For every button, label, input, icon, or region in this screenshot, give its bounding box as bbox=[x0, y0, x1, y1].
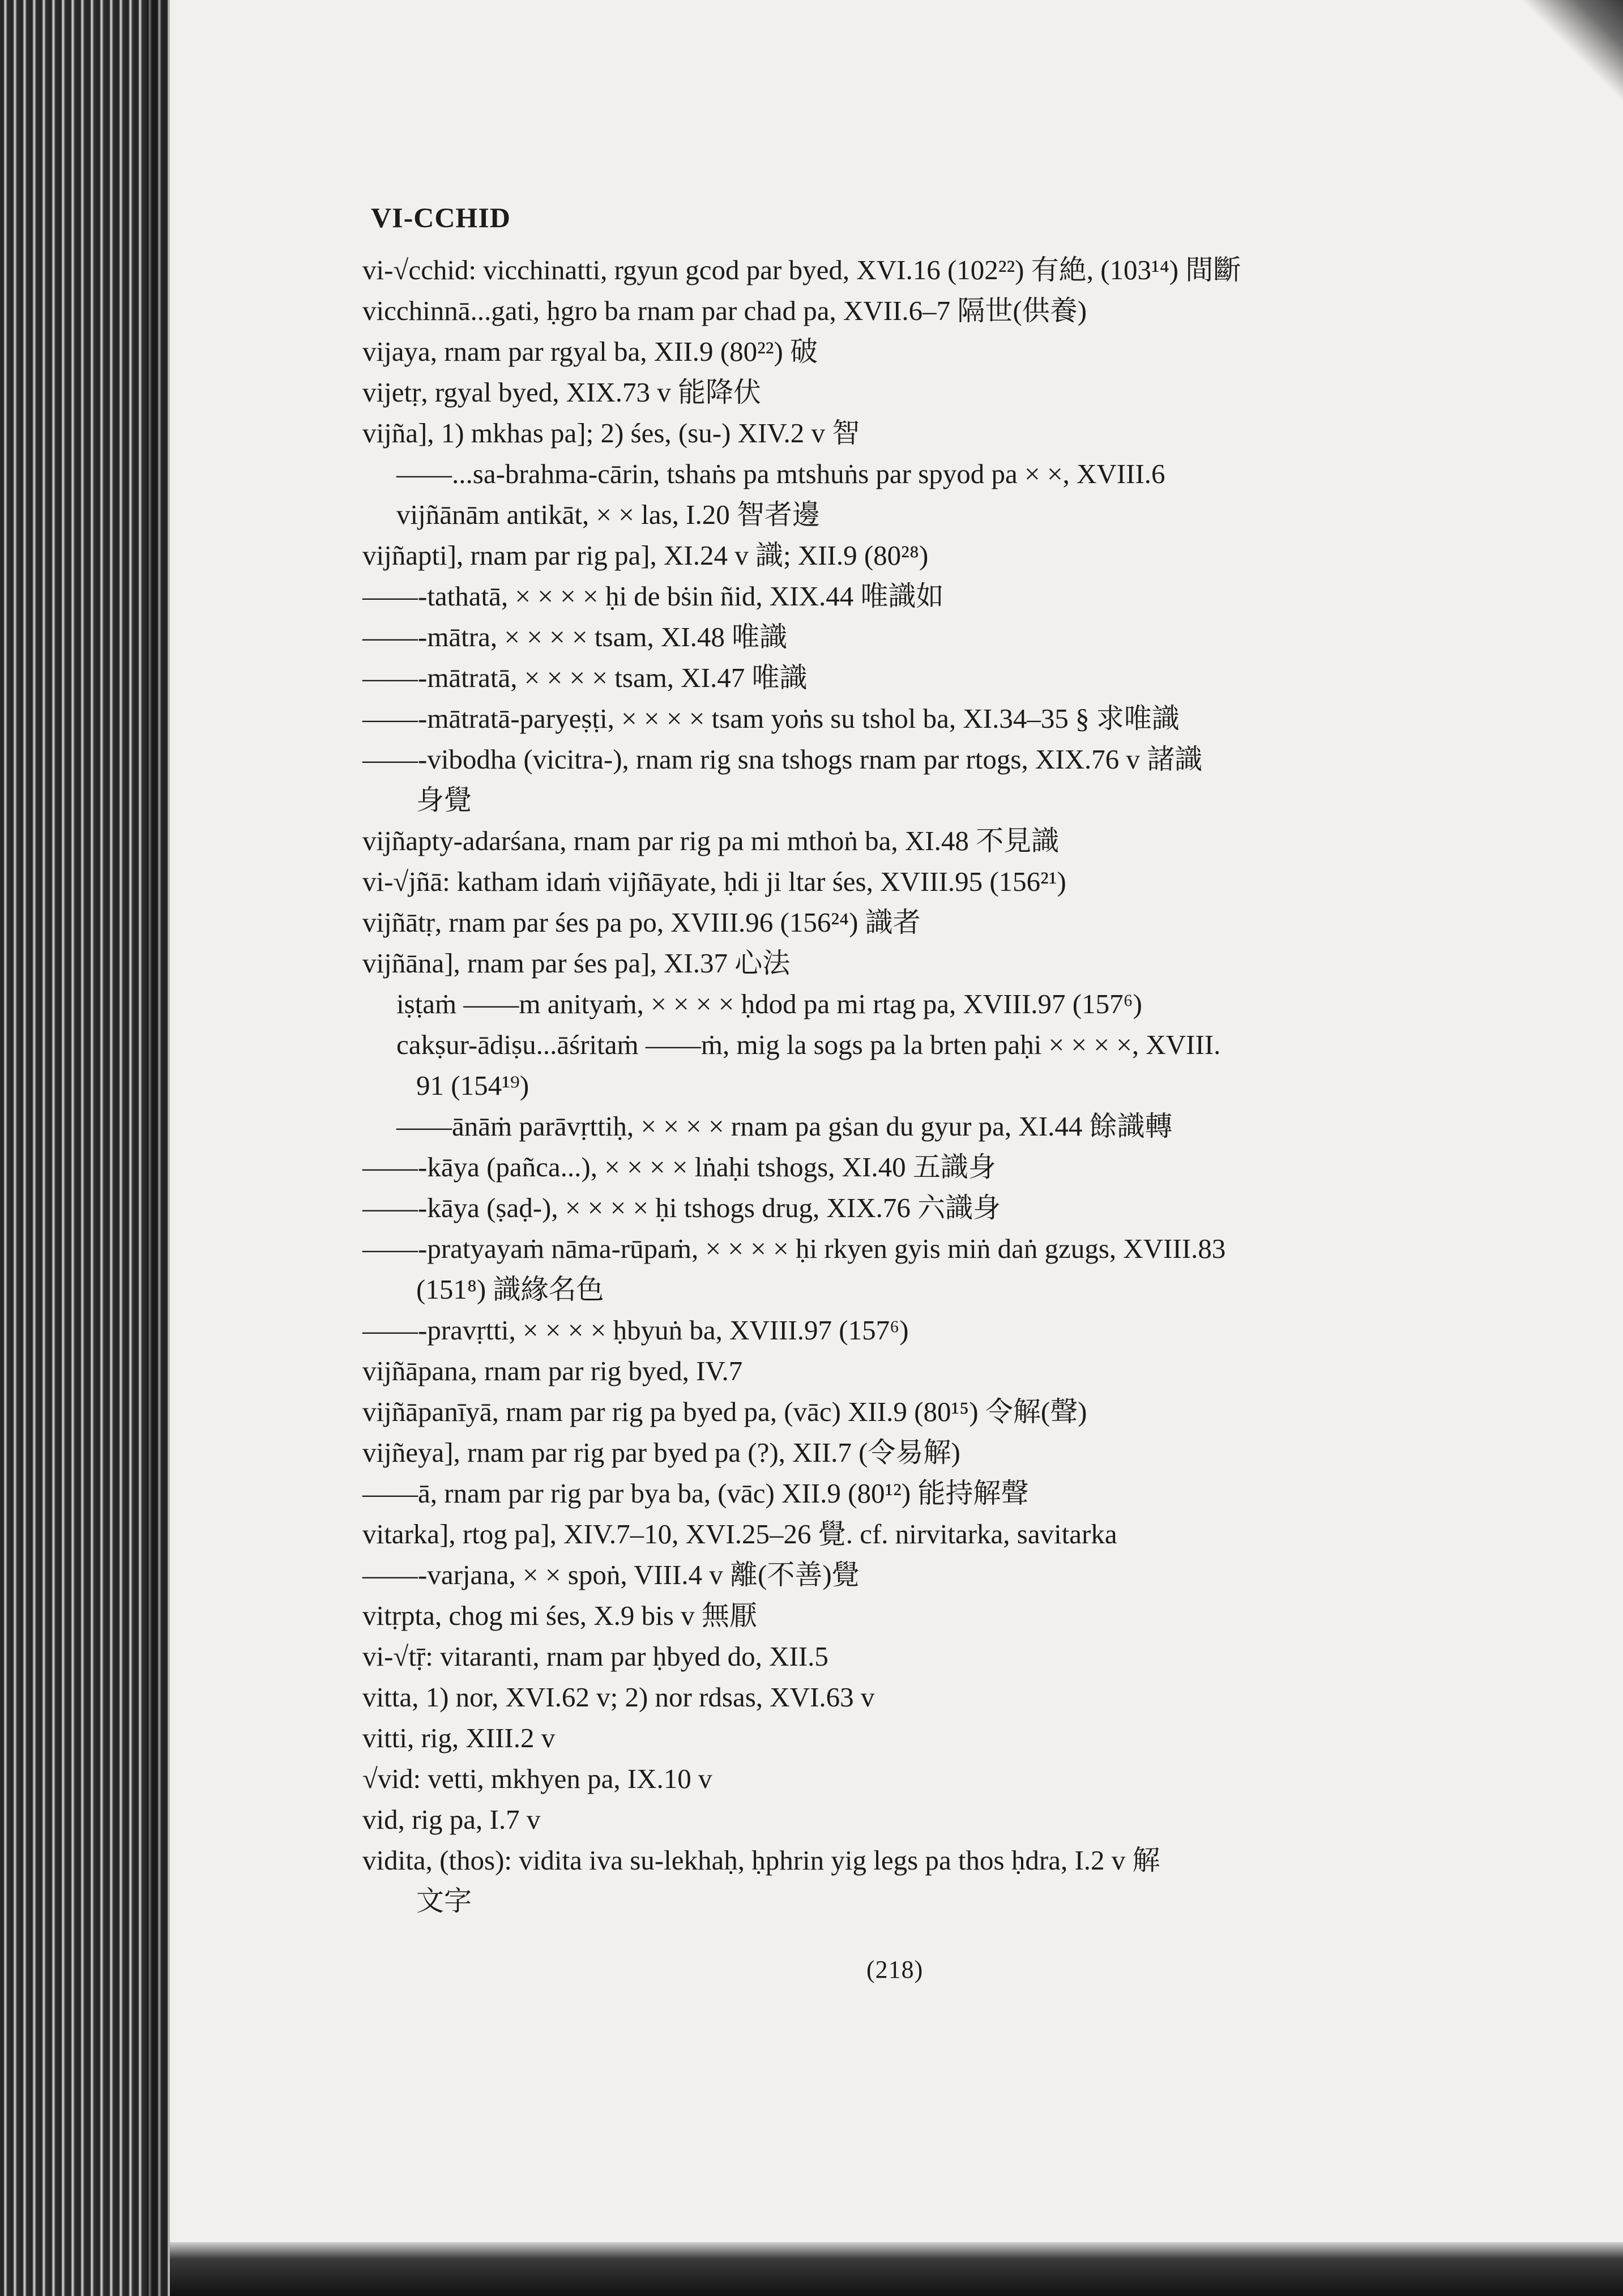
entry-line: vijñāpana, rnam par rig byed, IV.7 bbox=[362, 1355, 743, 1386]
running-head: VI-CCHID bbox=[371, 202, 511, 233]
entry-line: vid, rig pa, I.7 v bbox=[362, 1804, 541, 1835]
entry-line: iṣṭaṁ ——m anityaṁ, × × × × ḥdod pa mi rtag pa, XVIII.97 (157⁶) bbox=[396, 988, 1142, 1019]
entry-line: vijñapty-adarśana, rnam par rig pa mi mthoṅ ba, XI.48 不見識 bbox=[362, 825, 1060, 856]
entry-list bbox=[362, 250, 1501, 1922]
entry-line: ——-pratyayaṁ nāma-rūpaṁ, × × × × ḥi rkyen gyis miṅ daṅ gzugs, XVIII.83 bbox=[362, 1233, 1226, 1264]
entry-line: vitta, 1) nor, XVI.62 v; 2) nor rdsas, XVI.63 v bbox=[362, 1682, 875, 1713]
entry-line: 文字 bbox=[416, 1885, 472, 1917]
entry-line: vitarka], rtog pa], XIV.7–10, XVI.25–26 覺. cf. nirvitarka, savitarka bbox=[362, 1518, 1117, 1550]
page-number: (218) bbox=[866, 1956, 924, 1983]
entry-line: vijñātṛ, rnam par śes pa po, XVIII.96 (156²⁴) 識者 bbox=[362, 907, 921, 938]
entry-line: 91 (154¹⁹) bbox=[416, 1070, 529, 1101]
entry-line: ——-vibodha (vicitra-), rnam rig sna tshogs rnam par rtogs, XIX.76 v 諸識 bbox=[362, 744, 1203, 775]
entry-line: vijaya, rnam par rgyal ba, XII.9 (80²²) 破 bbox=[362, 336, 818, 367]
entry-line: ——-kāya (ṣaḍ-), × × × × ḥi tshogs drug, XIX.76 六識身 bbox=[362, 1192, 1001, 1223]
book-bottom-edge bbox=[170, 2242, 1623, 2296]
entry-line: ——ānāṁ parāvṛttiḥ, × × × × rnam pa gṡan du gyur pa, XI.44 餘識轉 bbox=[396, 1111, 1173, 1142]
entry-line: (151⁸) 識緣名色 bbox=[416, 1274, 604, 1305]
entry-line: ——-kāya (pañca...), × × × × lṅaḥi tshogs, XI.40 五識身 bbox=[362, 1151, 996, 1183]
entry-line: √vid: vetti, mkhyen pa, IX.10 v bbox=[362, 1763, 712, 1794]
entry-line: vijñānām antikāt, × × las, I.20 智者邊 bbox=[396, 499, 820, 530]
entry-line: ——-mātratā-paryeṣṭi, × × × × tsam yoṅs su tshol ba, XI.34–35 § 求唯識 bbox=[362, 703, 1180, 734]
page-corner-shadow bbox=[1510, 0, 1623, 113]
entry-line: ——-tathatā, × × × × ḥi de bṡin ñid, XIX.44 唯識如 bbox=[362, 581, 944, 612]
entry-line: ——-pravṛtti, × × × × ḥbyuṅ ba, XVIII.97 (157⁶) bbox=[362, 1315, 909, 1346]
entry-line: 身覺 bbox=[416, 784, 472, 816]
entry-line: vijñāna], rnam par śes pa], XI.37 心法 bbox=[362, 948, 791, 979]
entry-line: vi-√tṝ: vitaranti, rnam par ḥbyed do, XII.5 bbox=[362, 1641, 828, 1672]
entry-line: ——-varjana, × × spoṅ, VIII.4 v 離(不善)覺 bbox=[362, 1559, 860, 1590]
entry-line: vi-√cchid: vicchinatti, rgyun gcod par byed, XVI.16 (102²²) 有絶, (103¹⁴) 間斷 bbox=[362, 254, 1241, 285]
entry-line: cakṣur-ādiṣu...āśritaṁ ——ṁ, mig la sogs pa la brten paḥi × × × ×, XVIII. bbox=[396, 1029, 1221, 1060]
entry-line: vidita, (thos): vidita iva su-lekhaḥ, ḥphrin yig legs pa thos ḥdra, I.2 v 解 bbox=[362, 1845, 1160, 1876]
entry-line: vijña], 1) mkhas pa]; 2) śes, (su-) XIV.2 v 智 bbox=[362, 417, 860, 449]
entry-line: vi-√jñā: katham idaṁ vijñāyate, ḥdi ji ltar śes, XVIII.95 (156²¹) bbox=[362, 866, 1066, 897]
dictionary-column bbox=[362, 201, 1501, 1922]
entry-line: ——ā, rnam par rig par bya ba, (vāc) XII.9 (80¹²) 能持解聲 bbox=[362, 1478, 1029, 1509]
entry-line: vijetṛ, rgyal byed, XIX.73 v 能降伏 bbox=[362, 377, 762, 408]
entry-line: vicchinnā...gati, ḥgro ba rnam par chad pa, XVII.6–7 隔世(供養) bbox=[362, 295, 1087, 326]
entry-line: ——...sa-brahma-cārin, tshaṅs pa mtshuṅs par spyod pa × ×, XVIII.6 bbox=[396, 458, 1165, 489]
entry-line: vijñāpanīyā, rnam par rig pa byed pa, (vāc) XII.9 (80¹⁵) 令解(聲) bbox=[362, 1396, 1087, 1427]
entry-line: ——-mātra, × × × × tsam, XI.48 唯識 bbox=[362, 621, 788, 652]
entry-line: vijñapti], rnam par rig pa], XI.24 v 識; XII.9 (80²⁸) bbox=[362, 540, 929, 571]
book-gutter bbox=[0, 0, 170, 2296]
entry-line: vitṛpta, chog mi śes, X.9 bis v 無厭 bbox=[362, 1600, 757, 1631]
entry-line: vijñeya], rnam par rig par byed pa (?), XII.7 (令易解) bbox=[362, 1437, 960, 1468]
entry-line: ——-mātratā, × × × × tsam, XI.47 唯識 bbox=[362, 662, 808, 693]
entry-line: vitti, rig, XIII.2 v bbox=[362, 1722, 556, 1753]
